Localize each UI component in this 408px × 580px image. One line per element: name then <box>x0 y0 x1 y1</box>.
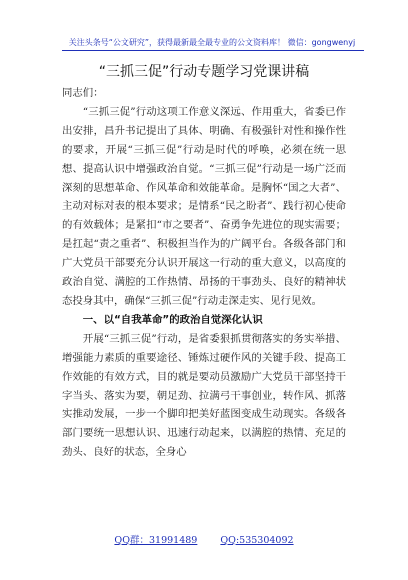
footer-contacts <box>62 534 346 548</box>
section-paragraph: 开展“三抓三促”行动，是省委狠抓贯彻落实的务实举措、增强能力素质的重要途径、锤炼过硬作风的关键手段、提高工作效能的有效方式，目的就是要动员激励广大党员干部坚持干字当头、落实为要，朝足劲、拉满弓干事创业，转作风、抓落实推动发展，一步一个脚印把美好蓝图变成生动现实。各级各部门要统一思想认识、迅速行动起来，以满腔的热情、充足的劲头、良好的状态，全身心 <box>62 332 346 459</box>
body-paragraph: “三抓三促”行动这项工作意义深远、作用重大，省委已作出安排，昌升书记提出了具体、明确、有极强针对性和操作性的要求，开展“三抓三促”行动是时代的呼唤，必须在统一思想、提高认识中增强政治自觉。“三抓三促”行动是一场广泛而深刻的思想革命、作风革命和效能革命。是胸怀“国之大者”、主动对标对表的根本要求；是情系“民之盼者”、践行初心使命的有效载体；是紧扣“市之要者”、奋勇争先进位的现实需要；是扛起“责之重者”、积极担当作为的广阔平台。各级各部门和广大党员干部要充分认识开展这一行动的重大意义，以高度的政治自觉、满腔的工作热情、昂扬的干事劲头、良好的精神状态投身其中，确保“三抓三促”行动走深走实、见行见效。 <box>62 105 346 307</box>
header-divider <box>62 50 364 51</box>
header-promo-note: 关注头条号“公文研究”，获得最新最全最专业的公文资料库！ 微信：gongwenyj <box>68 38 356 47</box>
document-body <box>62 84 346 462</box>
footer-qq-group[interactable]: QQ群：31991489 <box>114 535 198 546</box>
document-title: “三抓三促”行动专题学习党课讲稿 <box>98 64 310 80</box>
section-heading: 一、以“自我革命”的政治自觉深化认识 <box>82 313 263 326</box>
salutation: 同志们： <box>62 87 104 99</box>
footer-qq[interactable]: QQ:535304092 <box>220 535 294 546</box>
